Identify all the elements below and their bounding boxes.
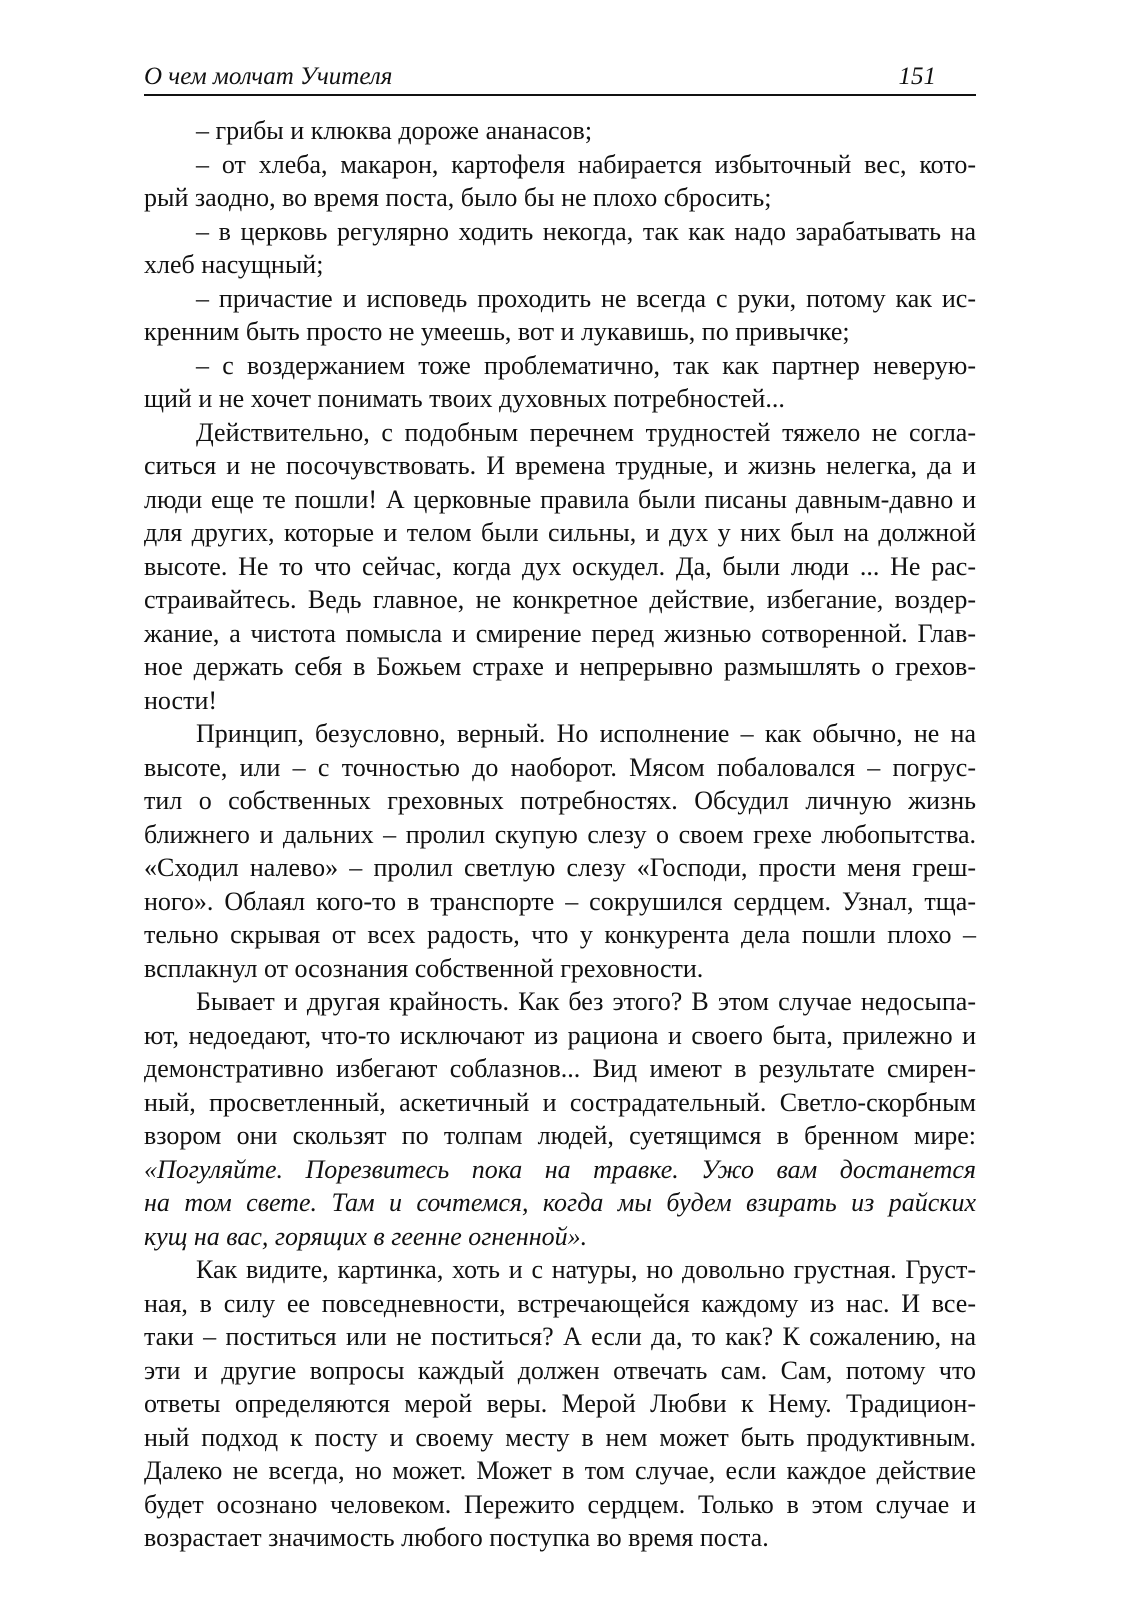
- text-line: будет осознано человеком. Пережито сердцем. Только в этом случае и: [144, 1489, 976, 1519]
- text-line: высоте, или – с точностью до наоборот. Мясом побаловался – погрус-: [144, 752, 976, 782]
- text-line: страивайтесь. Ведь главное, не конкретное действие, избегание, воздер-: [144, 585, 976, 614]
- text-line: ют, недоедают, что-то исключают из рациона и своего быта, прилежно и: [144, 1020, 976, 1050]
- text-line: кренним быть просто не умеешь, вот и лукавишь, по привычке;: [144, 317, 850, 346]
- text-line: возрастает значимость любого поступка во время поста.: [144, 1523, 769, 1552]
- text-line: – причастие и исповедь проходить не всегда с руки, потому как ис-: [196, 283, 976, 313]
- text-line: высоте. Не то что сейчас, когда дух оскудел. Да, были люди ... Не рас-: [144, 551, 976, 581]
- text-line: – грибы и клюква дороже ананасов;: [196, 116, 593, 145]
- running-header: [144, 60, 976, 96]
- text-line: ближнего и дальних – пролил скупую слезу о своем грехе любопытства.: [144, 819, 976, 849]
- text-line: люди еще те пошли! А церковные правила были писаны давным-давно и: [144, 484, 976, 514]
- text-line: Действительно, с подобным перечнем трудностей тяжело не согла-: [196, 417, 976, 447]
- text-line: ситься и не посочувствовать. И времена трудные, и жизнь нелегка, да и: [144, 451, 976, 480]
- text-line: кущ на вас, горящих в геенне огненной».: [144, 1221, 588, 1251]
- text-line: ный, просветленный, аскетичный и сострадательный. Светло-скорбным: [144, 1087, 976, 1117]
- text-line: Как видите, картинка, хоть и с натуры, но довольно грустная. Груст-: [196, 1255, 976, 1284]
- text-line: демонстративно избегают соблазнов... Вид имеют в результате смирен-: [144, 1054, 976, 1083]
- text-line: ное держать себя в Божьем страхе и непрерывно размышлять о грехов-: [144, 652, 976, 681]
- text-line: Далеко не всегда, но может. Может в том случае, если каждое действие: [144, 1456, 976, 1485]
- text-line: – с воздержанием тоже проблематично, так как партнер неверую-: [196, 350, 976, 380]
- page-number: 151: [898, 63, 936, 90]
- text-line: «Погуляйте. Порезвитесь пока на травке. Ужо вам достанется: [144, 1154, 976, 1184]
- text-line: тил о собственных греховных потребностях. Обсудил личную жизнь: [144, 786, 976, 815]
- text-line: – от хлеба, макарон, картофеля набирается избыточный вес, кото-: [196, 149, 976, 179]
- text-line: – в церковь регулярно ходить некогда, так как надо зарабатывать на: [196, 216, 976, 246]
- text-line: рый заодно, во время поста, было бы не плохо сбросить;: [144, 183, 772, 212]
- text-line: щий и не хочет понимать твоих духовных потребностей...: [144, 384, 785, 413]
- text-line: всплакнул от осознания собственной греховности.: [144, 953, 704, 983]
- text-line: жание, а чистота помысла и смирение перед жизнью сотворенной. Глав-: [144, 618, 976, 648]
- text-line: ности!: [144, 685, 218, 715]
- text-line: на том свете. Там и сочтемся, когда мы будем взирать из райских: [144, 1188, 976, 1217]
- text-line: «Сходил налево» – пролил светлую слезу «Господи, прости меня греш-: [144, 853, 976, 882]
- text-line: для других, которые и телом были сильны, и дух у них был на должной: [144, 518, 976, 547]
- body-text: [144, 114, 976, 1555]
- text-line: ный подход к посту и своему месту в нем может быть продуктивным.: [144, 1422, 976, 1452]
- text-line: эти и другие вопросы каждый должен отвечать сам. Сам, потому что: [144, 1355, 976, 1385]
- running-title: О чем молчат Учителя: [144, 63, 393, 90]
- text-line: Принцип, безусловно, верный. Но исполнение – как обычно, не на: [196, 719, 976, 748]
- text-line: тельно скрывая от всех радость, что у конкурента дела пошли плохо –: [144, 920, 976, 949]
- text-line: взором они скользят по толпам людей, суетящимся в бренном мире:: [144, 1121, 976, 1150]
- text-line: таки – поститься или не поститься? А если да, то как? К сожалению, на: [144, 1322, 976, 1351]
- text-line: ная, в силу ее повседневности, встречающейся каждому из нас. И все-: [144, 1288, 976, 1318]
- text-line: ного». Облаял кого-то в транспорте – сокрушился сердцем. Узнал, тща-: [144, 886, 976, 916]
- text-line: Бывает и другая крайность. Как без этого? В этом случае недосыпа-: [196, 987, 976, 1016]
- text-line: хлеб насущный;: [144, 250, 324, 279]
- text-line: ответы определяются мерой веры. Мерой Любви к Нему. Традицион-: [144, 1389, 976, 1418]
